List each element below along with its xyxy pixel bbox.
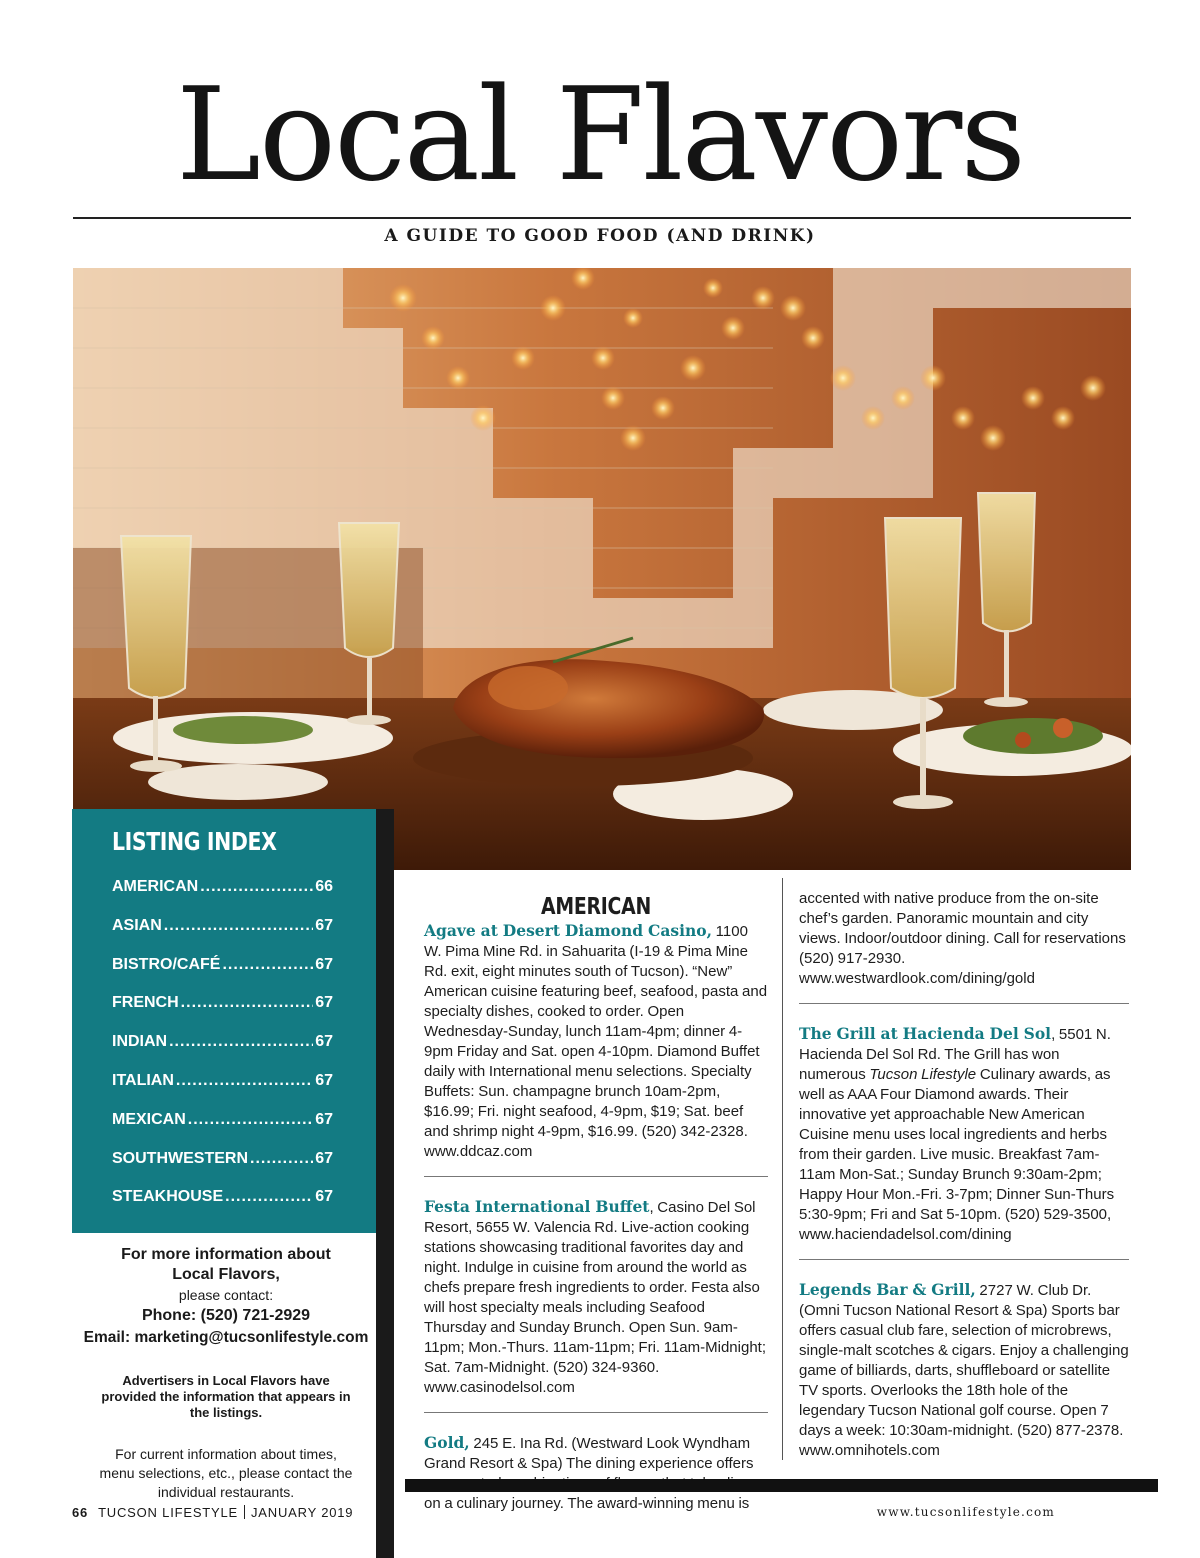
listing-text: , Casino Del Sol Resort, 5655 W. Valencia Rd. Live-action cooking stations showcasing traditional favorites day and night. Indulge in cuisine from around the world as chefs prepare fresh ingredients to order. Festa also will host specialty meals including Seafood Thursday and Sunday Brunch. Open Sun. 9am-11pm; Mon.-Thurs. 11am-11pm; Fri. 11am-Midnight; Sat. 7am-Midnight. (520) 324-9360. www.casinodelsol.com [424,1199,767,1396]
title-rule [73,217,1131,219]
issue-date: JANUARY 2019 [251,1505,354,1520]
listing-index-list [112,878,376,1227]
listing-gold [424,1433,768,1514]
index-item-steakhouse[interactable]: STEAKHOUSE ..... 67 [112,1188,333,1227]
listing-name: The Grill at Hacienda Del Sol [799,1024,1052,1043]
hero-photo [73,268,1131,870]
index-item-bistro-cafe[interactable]: BISTRO/CAFÉ ..... 67 [112,956,333,995]
index-shadow-bar [376,809,394,1558]
index-item-southwestern[interactable]: SOUTHWESTERN ..... 67 [112,1150,333,1189]
listing-name: Festa International Buffet [424,1197,650,1216]
contact-block [76,1245,376,1502]
listing-gold-continued: accented with native produce from the on-site chef’s garden. Panoramic mountain and city views. Indoor/outdoor dining. Call for reservations (520) 917-2930. www.westwardlook.com/dining/gold [799,890,1126,987]
contact-phone: Phone: (520) 721-2929 [141,1307,311,1324]
listing-grill [799,1024,1129,1245]
publication-name: TUCSON LIFESTYLE [98,1505,238,1520]
listing-text: 2727 W. Club Dr. (Omni Tucson National Resort & Spa) Sports bar offers casual club fare, selection of microbrews, single-malt scotches & cigars. Enjoy a challenging game of billiards, darts, shuffleboard or satellite TV sports. Overlooks the 18th hole of the legendary Tucson National golf course. Open 7 days a week: 10:30am-midnight. (520) 877-2378. www.omnihotels.com [799,1282,1129,1459]
contact-heading-line2: Local Flavors, [172,1266,280,1283]
listings-column-right [799,889,1129,1461]
listing-text: 1100 W. Pima Mine Rd. in Sahuarita (I-19 & Pima Mine Rd. exit, eight minutes south of Tucson). “New” American cuisine featuring beef, seafood, pasta and specialty dishes, cooked to order. Open Wednesday-Sunday, lunch 11am-4pm; dinner 4-9pm Friday and Sat. open 4-10pm. Diamond Buffet daily with International menu selections. Specialty Buffets: Sun. champagne brunch 10am-2pm, $16.99; Fri. night seafood, 4-9pm, $19; Sat. beef and shrimp night 4-9pm, $16.99. (520) 342-2328. www.ddcaz.com [424,923,768,1160]
index-item-american[interactable]: AMERICAN ..... 66 [112,878,333,917]
index-item-asian[interactable]: ASIAN ..... 67 [112,917,333,956]
index-item-mexican[interactable]: MEXICAN ..... 67 [112,1111,333,1150]
listing-name: Agave at Desert Diamond Casino, [424,921,712,940]
listing-index-heading: LISTING INDEX [112,827,277,856]
page-title: Local Flavors [176,61,1024,210]
listing-divider [424,1176,768,1177]
listing-text: 245 E. Ina Rd. (Westward Look Wyndham Grand Resort & Spa) The dining experience offers on a culinary journey. The award-winning menu is [424,1435,754,1512]
listing-text: Culinary awards, as well as AAA Four Diamond awards. Their innovative yet approachable New American Cuisine menu uses local ingredients and herbs from their garden. Live music. Breakfast 7am-11am Mon-Sat.; Sunday Brunch 9:30am-2pm; Happy Hour Mon.-Fri. 3-7pm; Dinner Sun-Thurs 5:30-9pm; Fri and Sat 5-10pm. (520) 529-3500, www.haciendadelsol.com/dining [799,1066,1115,1243]
listing-text-italic: Tucson Lifestyle [869,1066,977,1083]
index-item-french[interactable]: FRENCH ..... 67 [112,994,333,1033]
current-info-note: For current information about times, menu selections, etc., please contact the individual restaurants. [99,1446,353,1500]
contact-please: please contact: [178,1287,274,1303]
listing-index-panel [72,809,376,1233]
section-heading-american: AMERICAN [540,894,652,920]
advertiser-note: Advertisers in Local Flavors have provided the information that appears in the listings. [101,1373,351,1420]
listing-divider [424,1412,768,1413]
listing-legends [799,1280,1129,1461]
index-item-italian[interactable]: ITALIAN ..... 67 [112,1072,333,1111]
listing-festa [424,1197,768,1398]
listing-name: Legends Bar & Grill, [799,1280,976,1299]
bottom-bar [405,1479,1158,1492]
footer-separator [244,1505,245,1519]
listing-divider [799,1003,1129,1004]
listings-column-left [424,890,768,1514]
page-subtitle: A GUIDE TO GOOD FOOD (AND DRINK) [384,226,816,246]
contact-email[interactable]: Email: marketing@tucsonlifestyle.com [83,1329,369,1346]
listing-agave [424,921,768,1162]
page-number: 66 [72,1505,89,1520]
listing-text: , 5501 N. Hacienda Del Sol Rd. The Grill has won numerous [799,1026,1111,1083]
footer-website[interactable]: www.tucsonlifestyle.com [876,1505,1055,1519]
footer-left [72,1505,353,1520]
listing-divider [799,1259,1129,1260]
contact-heading-line1: For more information about [121,1246,331,1263]
column-divider [782,878,783,1460]
listing-name: Gold, [424,1433,470,1452]
index-item-indian[interactable]: INDIAN ..... 67 [112,1033,333,1072]
